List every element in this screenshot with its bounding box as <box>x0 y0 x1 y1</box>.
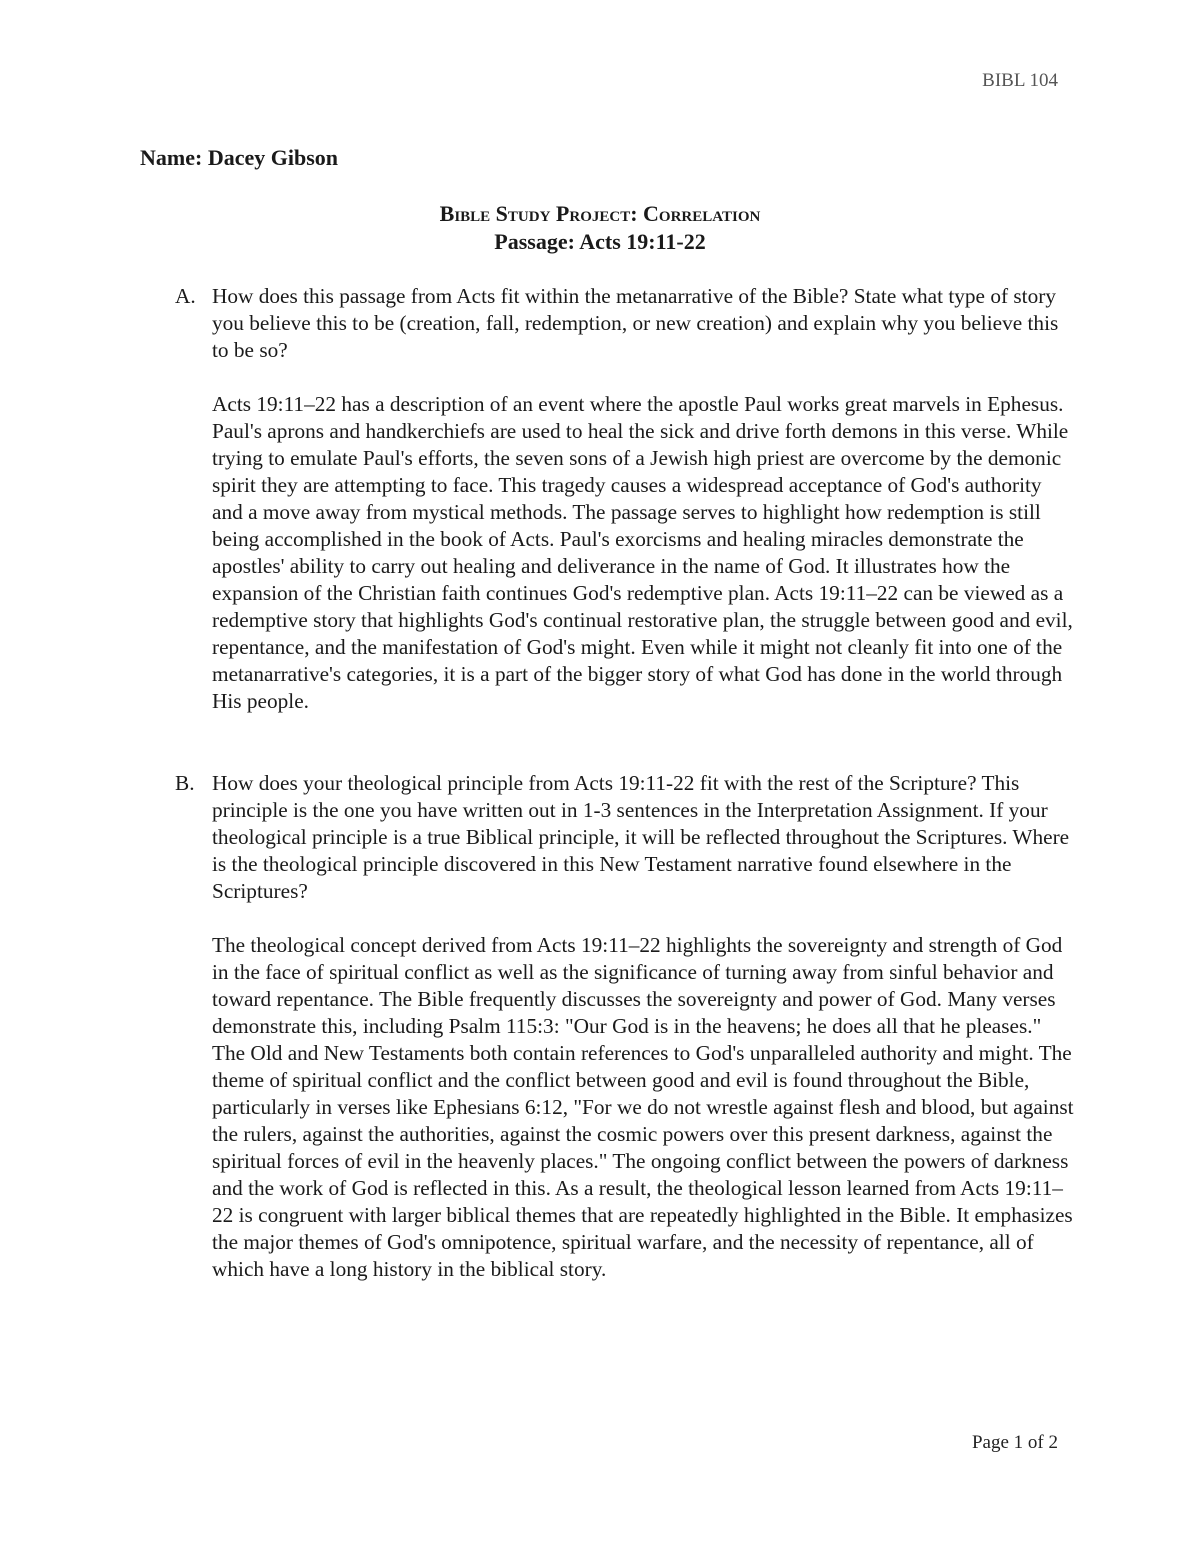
question-prompt: How does your theological principle from Acts 19:11-22 fit with the rest of the Scripture? This principle is the one you have written out in 1-3 sentences in the Interpretation Assignment. If your theological principle is a true Biblical principle, it will be reflected throughout the Scriptures. Where is the theological principle discovered in this New Testament narrative found elsewhere in the Scriptures? <box>212 771 1070 903</box>
question-b <box>175 770 1075 1283</box>
name-label: Name: <box>140 145 203 170</box>
question-answer: The theological concept derived from Acts 19:11–22 highlights the sovereignty and strength of God in the face of spiritual conflict as well as the significance of turning away from sinful behavior and toward repentance. The Bible frequently discusses the sovereignty and power of God. Many verses demonstrate this, including Psalm 115:3: "Our God is in the heavens; he does all that he pleases." The Old and New Testaments both contain references to God's unparalleled authority and might. The theme of spiritual conflict and the conflict between good and evil is found throughout the Bible, particularly in verses like Ephesians 6:12, "For we do not wrestle against flesh and blood, but against the rulers, against the authorities, against the cosmic powers over this present darkness, against the spiritual forces of evil in the heavenly places." The ongoing conflict between the powers of darkness and the work of God is reflected in this. As a result, the theological lesson learned from Acts 19:11–22 is congruent with larger biblical themes that are repeatedly highlighted in the Bible. It emphasizes the major themes of God's omnipotence, spiritual warfare, and the necessity of repentance, all of which have a long history in the biblical story. <box>212 933 1074 1281</box>
student-name: Dacey Gibson <box>207 145 338 170</box>
course-code-header: BIBL 104 <box>982 70 1058 91</box>
question-letter: A. <box>175 284 196 308</box>
page-number-footer: Page 1 of 2 <box>971 1432 1058 1453</box>
question-answer: Acts 19:11–22 has a description of an event where the apostle Paul works great marvels in Ephesus. Paul's aprons and handkerchiefs are used to heal the sick and drive forth demons in this verse. While trying to emulate Paul's efforts, the seven sons of a Jewish high priest are overcome by the demonic spirit they are attempting to face. This tragedy causes a widespread acceptance of God's authority and a move away from mystical methods. The passage serves to highlight how redemption is still being accomplished in the book of Acts. Paul's exorcisms and healing miracles demonstrate the apostles' ability to carry out healing and deliverance in the name of God. It illustrates how the expansion of the Christian faith continues God's redemptive plan. Acts 19:11–22 can be viewed as a redemptive story that highlights God's continual restorative plan, the struggle between good and evil, repentance, and the manifestation of God's might. Even while it might not cleanly fit into one of the metanarrative's categories, it is a part of the bigger story of what God has done in the world through His people. <box>212 392 1073 713</box>
student-name-line <box>140 145 338 171</box>
question-letter: B. <box>175 771 195 795</box>
passage-reference: Passage: Acts 19:11-22 <box>494 229 706 254</box>
document-title: Bible Study Project: Correlation <box>439 201 761 226</box>
question-a <box>175 283 1075 715</box>
question-prompt: How does this passage from Acts fit within the metanarrative of the Bible? State what type of story you believe this to be (creation, fall, redemption, or new creation) and explain why you believe this to be so? <box>212 284 1059 362</box>
document-title-block <box>0 200 1200 256</box>
